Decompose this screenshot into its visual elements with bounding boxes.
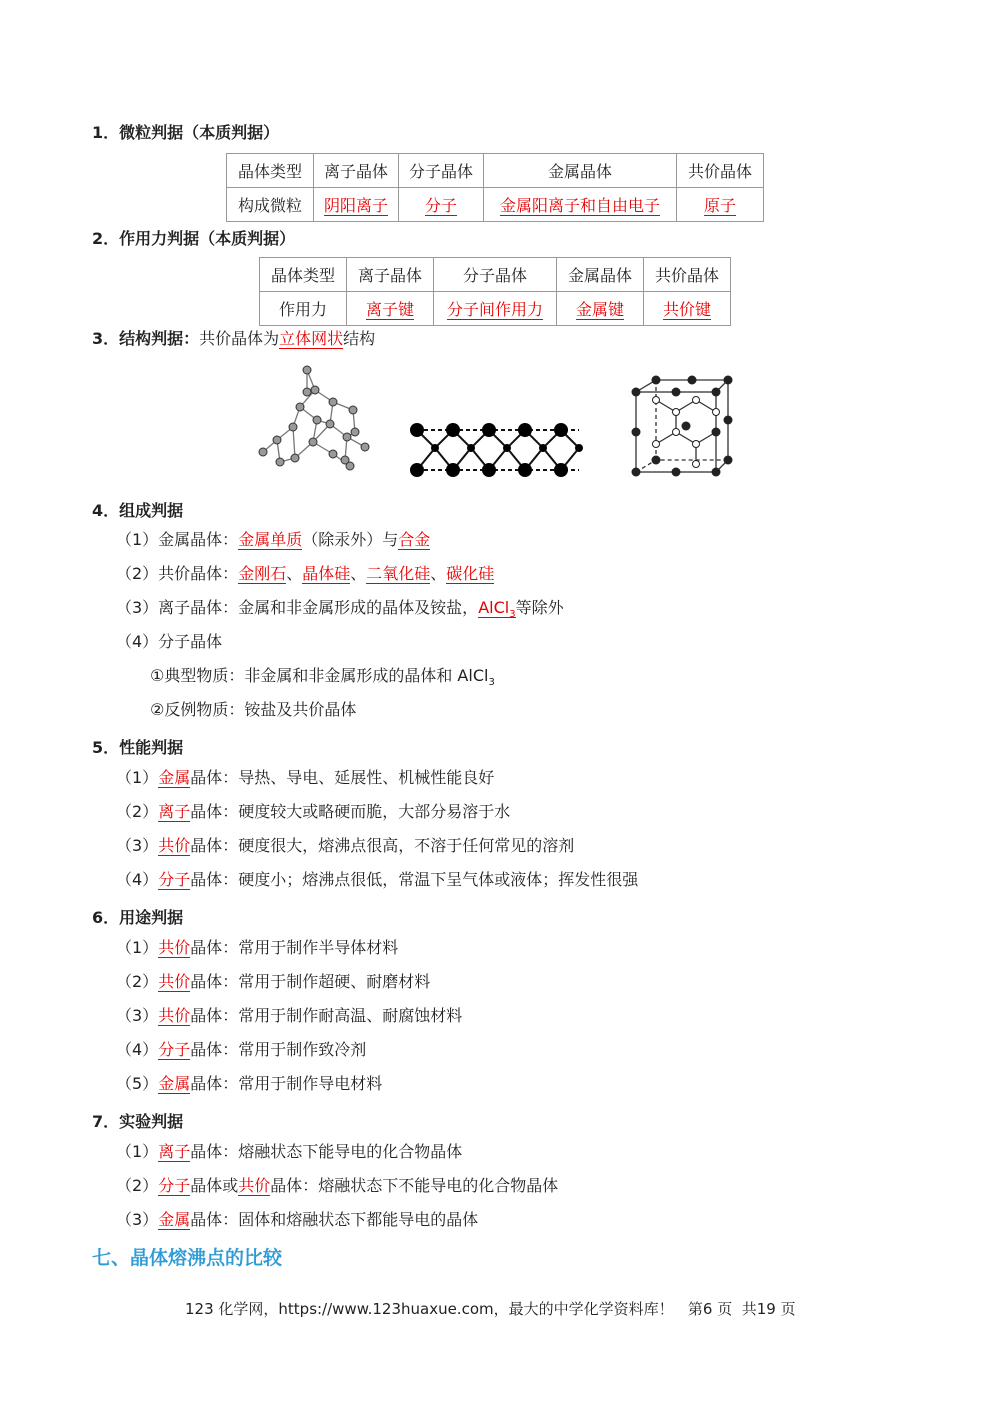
section-1-title: 1．微粒判据（本质判据） (92, 123, 280, 142)
list-item (116, 767, 494, 789)
answer-text: 金属 (158, 768, 191, 787)
item-number: （1） (116, 768, 159, 787)
list-item: （4）分子晶体 (116, 632, 223, 651)
list-item (116, 937, 398, 959)
table-cell (677, 188, 764, 222)
table-row (260, 292, 731, 326)
section-4-title: 4．组成判据 (92, 501, 184, 520)
body-text: ①典型物质：非金属和非金属形成的晶体和 AlCl (150, 666, 489, 685)
list-item (116, 597, 564, 626)
table-row (227, 154, 764, 188)
body-text: 晶体：常用于制作超硬、耐磨材料 (190, 972, 431, 991)
table-cell: 晶体类型 (260, 258, 347, 292)
body-text: 晶体：常用于制作致冷剂 (190, 1040, 367, 1059)
formula-text: AlCl (478, 598, 510, 617)
formula-subscript: 3 (488, 677, 495, 689)
section-3-line (92, 328, 375, 350)
item-number: （3） (116, 1210, 159, 1229)
body-text: 晶体：常用于制作耐高温、耐腐蚀材料 (190, 1006, 463, 1025)
answer-text: 共价 (158, 1006, 191, 1025)
list-item (116, 1141, 462, 1163)
answer-text: 离子键 (365, 300, 414, 319)
answer-text: 碳化硅 (446, 564, 495, 583)
answer-text: 分子 (424, 196, 457, 215)
list-item (116, 529, 430, 551)
list-item (116, 801, 510, 823)
body-text: 晶体：常用于制作半导体材料 (190, 938, 399, 957)
body-text: （1）金属晶体： (116, 530, 239, 549)
table-cell: 分子晶体 (434, 258, 557, 292)
chapter-heading: 七、晶体熔沸点的比较 (92, 1247, 283, 1269)
answer-text: 金属单质 (238, 530, 303, 549)
body-text: 晶体：熔融状态下不能导电的化合物晶体 (270, 1176, 559, 1195)
table-cell (434, 292, 557, 326)
table-cell (399, 188, 484, 222)
section-2-title: 2．作用力判据（本质判据） (92, 229, 296, 248)
table-row (260, 258, 731, 292)
table-cell (557, 292, 644, 326)
item-number: （3） (116, 1006, 159, 1025)
body-text: 等除外 (515, 598, 564, 617)
table-cell: 分子晶体 (399, 154, 484, 188)
page-footer: 123 化学网，https://www.123huaxue.com，最大的中学化学资料库！ 第6 页 共19 页 (185, 1300, 796, 1318)
body-text: 晶体：硬度较大或略硬而脆，大部分易溶于水 (190, 802, 511, 821)
table-cell: 金属晶体 (557, 258, 644, 292)
unit-cell-figure (628, 372, 738, 484)
diamond-structure-figure (255, 362, 380, 474)
item-number: （1） (116, 1142, 159, 1161)
list-item (150, 665, 495, 694)
table-cell: 作用力 (260, 292, 347, 326)
answer-text (478, 598, 516, 621)
answer-text: 晶体硅 (302, 564, 351, 583)
answer-text: 分子 (158, 870, 191, 889)
body-text: 、 (430, 564, 447, 583)
body-text: 晶体或 (190, 1176, 239, 1195)
answer-text: 原子 (703, 196, 736, 215)
list-item (116, 1175, 558, 1197)
table-cell (347, 292, 434, 326)
body-text: 、 (350, 564, 367, 583)
answer-text: 分子间作用力 (446, 300, 543, 319)
answer-text: 共价 (158, 972, 191, 991)
table-cell: 晶体类型 (227, 154, 314, 188)
answer-text: 立体网状 (279, 329, 344, 348)
list-item (116, 869, 638, 891)
force-table (259, 257, 731, 326)
table-cell: 共价晶体 (677, 154, 764, 188)
answer-text: 共价键 (662, 300, 711, 319)
body-text: （除汞外）与 (302, 530, 399, 549)
table-cell: 离子晶体 (347, 258, 434, 292)
body-text: 晶体：硬度很大，熔沸点很高，不溶于任何常见的溶剂 (190, 836, 575, 855)
list-item (116, 1005, 462, 1027)
answer-text: 离子 (158, 802, 191, 821)
section-6-title: 6．用途判据 (92, 908, 184, 927)
answer-text: 金刚石 (238, 564, 287, 583)
list-item: ②反例物质：铵盐及共价晶体 (150, 700, 357, 719)
list-item (116, 971, 430, 993)
answer-text: 分子 (158, 1040, 191, 1059)
answer-text: 金属 (158, 1210, 191, 1229)
answer-text: 合金 (398, 530, 431, 549)
particle-table (226, 153, 764, 222)
section-7-title: 7．实验判据 (92, 1112, 184, 1131)
item-number: （1） (116, 938, 159, 957)
item-number: （4） (116, 1040, 159, 1059)
body-text: 、 (286, 564, 303, 583)
list-item (116, 1209, 478, 1231)
formula-subscript: 3 (509, 609, 516, 621)
item-number: （5） (116, 1074, 159, 1093)
sio2-chain-figure (405, 415, 595, 485)
answer-text: 二氧化硅 (366, 564, 431, 583)
item-number: （3） (116, 836, 159, 855)
answer-text: 阴阳离子 (323, 196, 388, 215)
table-cell: 金属晶体 (484, 154, 677, 188)
body-text: 晶体：硬度小；熔沸点很低，常温下呈气体或液体；挥发性很强 (190, 870, 639, 889)
body-text: 结构 (343, 329, 376, 348)
section-5-title: 5．性能判据 (92, 738, 184, 757)
answer-text: 共价 (158, 938, 191, 957)
item-number: （4） (116, 870, 159, 889)
body-text: （2）共价晶体： (116, 564, 239, 583)
item-number: （2） (116, 1176, 159, 1195)
answer-text: 金属 (158, 1074, 191, 1093)
body-text: 晶体：熔融状态下能导电的化合物晶体 (190, 1142, 463, 1161)
table-cell (314, 188, 399, 222)
answer-text: 金属键 (575, 300, 624, 319)
body-text: 晶体：导热、导电、延展性、机械性能良好 (190, 768, 495, 787)
list-item (116, 563, 494, 585)
answer-text: 金属阳离子和自由电子 (499, 196, 660, 215)
answer-text: 分子 (158, 1176, 191, 1195)
answer-text: 共价 (238, 1176, 271, 1195)
answer-text: 离子 (158, 1142, 191, 1161)
list-item (116, 835, 574, 857)
answer-text: 共价 (158, 836, 191, 855)
item-number: （2） (116, 972, 159, 991)
table-cell: 离子晶体 (314, 154, 399, 188)
table-cell: 构成微粒 (227, 188, 314, 222)
table-cell (644, 292, 731, 326)
section-3-title: 3．结构判据： (92, 329, 200, 348)
table-row (227, 188, 764, 222)
table-cell (484, 188, 677, 222)
body-text: 晶体：常用于制作导电材料 (190, 1074, 383, 1093)
table-cell: 共价晶体 (644, 258, 731, 292)
item-number: （2） (116, 802, 159, 821)
body-text: 晶体：固体和熔融状态下都能导电的晶体 (190, 1210, 479, 1229)
body-text: 共价晶体为 (199, 329, 280, 348)
list-item (116, 1073, 382, 1095)
list-item (116, 1039, 366, 1061)
body-text: （3）离子晶体：金属和非金属形成的晶体及铵盐， (116, 598, 479, 617)
